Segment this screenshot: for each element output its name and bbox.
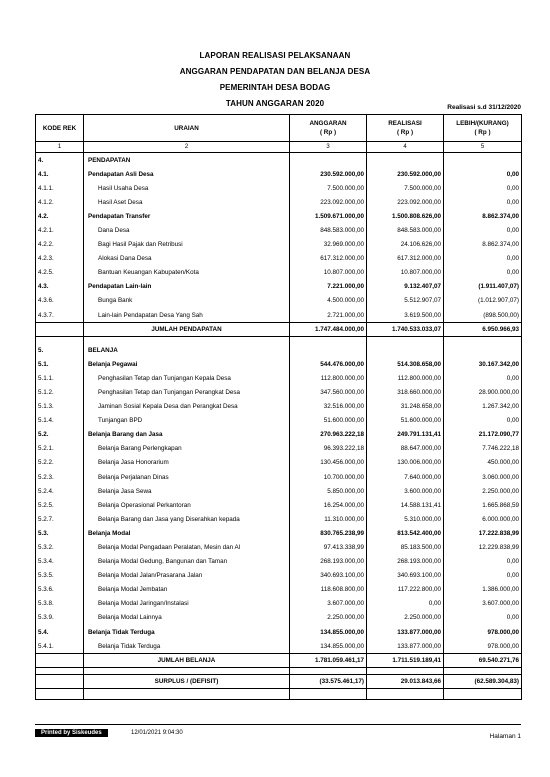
row-lebih-kurang: 0,00 <box>444 371 522 385</box>
row-description: Belanja Barang Perlengkapan <box>84 442 290 456</box>
row-lebih-kurang: 30.167.342,00 <box>444 357 522 371</box>
row-lebih-kurang: 450.000,00 <box>444 456 522 470</box>
row-realisasi: 848.583.000,00 <box>367 223 444 237</box>
row-description: Belanja Jasa Sewa <box>84 484 290 498</box>
row-anggaran: 7.221.000,00 <box>290 280 367 294</box>
table-row <box>36 153 522 168</box>
row-anggaran <box>290 343 367 357</box>
row-anggaran: 134.855.000,00 <box>290 639 367 654</box>
row-lebih-kurang: 0,00 <box>444 611 522 625</box>
row-realisasi: 1.711.519.189,41 <box>367 654 444 668</box>
report-title-3: PEMERINTAH DESA BODAG <box>219 83 331 92</box>
row-description: Pendapatan Transfer <box>84 209 290 223</box>
row-description: Bunga Bank <box>84 294 290 308</box>
header-row <box>36 115 522 142</box>
table-row <box>36 167 522 181</box>
row-code: 4. <box>36 153 84 168</box>
row-anggaran: 10.700.000,00 <box>290 470 367 484</box>
row-realisasi: 117.222.800,00 <box>367 583 444 597</box>
row-code: 5.1.1. <box>36 371 84 385</box>
row-realisasi: 318.660.000,00 <box>367 385 444 399</box>
row-code: 5.3.4. <box>36 555 84 569</box>
row-description: Belanja Perjalanan Dinas <box>84 470 290 484</box>
row-realisasi: 3.600.000,00 <box>367 484 444 498</box>
row-description: Belanja Modal Jembatan <box>84 583 290 597</box>
row-description: Belanja Modal Jalan/Prasarana Jalan <box>84 569 290 583</box>
row-description: BELANJA <box>84 343 290 357</box>
row-realisasi: 9.132.407,07 <box>367 280 444 294</box>
row-description: Belanja Barang dan Jasa yang Diserahkan kepada <box>84 512 290 526</box>
total-row <box>36 654 522 668</box>
row-description: Belanja Operasional Perkantoran <box>84 498 290 512</box>
row-code: 4.1.1. <box>36 181 84 195</box>
row-code: 5.1.4. <box>36 414 84 428</box>
row-lebih-kurang <box>444 343 522 357</box>
report-title-4: TAHUN ANGGARAN 2020 <box>225 99 325 108</box>
table-row <box>36 280 522 294</box>
table-row <box>36 223 522 237</box>
row-code <box>36 654 84 668</box>
row-code: 5.2.7. <box>36 512 84 526</box>
table-row <box>36 442 522 456</box>
row-lebih-kurang: (1.911.407,07) <box>444 280 522 294</box>
row-realisasi: 249.791.131,41 <box>367 428 444 442</box>
row-realisasi: 5.512.907,07 <box>367 294 444 308</box>
row-anggaran: 11.310.000,00 <box>290 512 367 526</box>
row-realisasi: 112.800.000,00 <box>367 371 444 385</box>
row-lebih-kurang: 1.665.868,59 <box>444 498 522 512</box>
row-realisasi: 29.013.843,66 <box>367 675 444 689</box>
row-realisasi: 223.092.000,00 <box>367 195 444 209</box>
row-lebih-kurang: 978.000,00 <box>444 639 522 654</box>
row-description: SURPLUS / (DEFISIT) <box>84 675 290 689</box>
row-anggaran: 230.592.000,00 <box>290 167 367 181</box>
row-lebih-kurang: 6.000.000,00 <box>444 512 522 526</box>
row-realisasi: 31.248.658,00 <box>367 400 444 414</box>
row-description: JUMLAH BELANJA <box>84 654 290 668</box>
row-lebih-kurang: 0,00 <box>444 181 522 195</box>
row-code: 4.3. <box>36 280 84 294</box>
row-code: 5.2. <box>36 428 84 442</box>
row-lebih-kurang: 0,00 <box>444 167 522 181</box>
row-realisasi: 133.877.000,00 <box>367 639 444 654</box>
row-code: 5.2.2. <box>36 456 84 470</box>
row-code: 5.3.2. <box>36 540 84 554</box>
row-anggaran: 848.583.000,00 <box>290 223 367 237</box>
row-anggaran: 1.747.484.000,00 <box>290 323 367 337</box>
row-realisasi: 2.250.000,00 <box>367 611 444 625</box>
row-code: 5. <box>36 343 84 357</box>
row-lebih-kurang: 3.607.000,00 <box>444 597 522 611</box>
row-realisasi: 813.542.400,00 <box>367 526 444 540</box>
row-anggaran: 118.608.800,00 <box>290 583 367 597</box>
row-realisasi: 130.006.000,00 <box>367 456 444 470</box>
row-anggaran: 617.312.000,00 <box>290 252 367 266</box>
row-realisasi: 7.500.000,00 <box>367 181 444 195</box>
col-number-4: 4 <box>367 142 444 153</box>
row-lebih-kurang: 3.060.000,00 <box>444 470 522 484</box>
row-description: Belanja Tidak Terduga <box>84 625 290 639</box>
row-anggaran: 32.969.000,00 <box>290 238 367 252</box>
row-anggaran: 32.516.000,00 <box>290 400 367 414</box>
row-lebih-kurang: 0,00 <box>444 555 522 569</box>
row-description: Jaminan Sosial Kepala Desa dan Perangkat Desa <box>84 400 290 414</box>
col-realisasi: REALISASI ( Rp ) <box>367 115 444 142</box>
row-description: Belanja Jasa Honorarium <box>84 456 290 470</box>
row-description: PENDAPATAN <box>84 153 290 168</box>
row-anggaran: 1.781.059.461,17 <box>290 654 367 668</box>
table-row <box>36 252 522 266</box>
row-code: 4.1.2. <box>36 195 84 209</box>
row-lebih-kurang: 0,00 <box>444 414 522 428</box>
total-row <box>36 675 522 689</box>
column-number-row <box>36 142 522 153</box>
row-code: 5.2.1. <box>36 442 84 456</box>
row-description: Pendapatan Lain-lain <box>84 280 290 294</box>
row-code: 5.4. <box>36 625 84 639</box>
row-anggaran: 134.855.000,00 <box>290 625 367 639</box>
row-anggaran: 51.600.000,00 <box>290 414 367 428</box>
budget-report-table <box>35 114 522 700</box>
row-anggaran: 2.250.000,00 <box>290 611 367 625</box>
table-row <box>36 597 522 611</box>
spacer-row <box>36 668 522 675</box>
row-code: 4.3.7. <box>36 308 84 323</box>
row-anggaran: 830.765.238,99 <box>290 526 367 540</box>
row-description: Tunjangan BPD <box>84 414 290 428</box>
report-title-1: LAPORAN REALISASI PELAKSANAAN <box>199 51 351 60</box>
table-row <box>36 470 522 484</box>
table-row <box>36 266 522 280</box>
row-anggaran <box>290 153 367 168</box>
row-code: 5.3.9. <box>36 611 84 625</box>
table-row <box>36 357 522 371</box>
row-description: Pendapatan Asli Desa <box>84 167 290 181</box>
row-description: Alokasi Dana Desa <box>84 252 290 266</box>
row-anggaran: 112.800.000,00 <box>290 371 367 385</box>
row-realisasi: 617.312.000,00 <box>367 252 444 266</box>
table-row <box>36 400 522 414</box>
col-anggaran: ANGGARAN ( Rp ) <box>290 115 367 142</box>
row-description: Penghasilan Tetap dan Tunjangan Perangkat Desa <box>84 385 290 399</box>
row-realisasi: 514.308.658,00 <box>367 357 444 371</box>
table-row <box>36 209 522 223</box>
row-code: 5.1.2. <box>36 385 84 399</box>
print-timestamp: 12/01/2021 9:04:30 <box>131 730 183 736</box>
row-anggaran: 96.393.222,18 <box>290 442 367 456</box>
row-realisasi: 340.693.100,00 <box>367 569 444 583</box>
table-row <box>36 294 522 308</box>
row-anggaran: 347.560.000,00 <box>290 385 367 399</box>
table-row <box>36 238 522 252</box>
table-row <box>36 428 522 442</box>
row-code: 5.2.3. <box>36 470 84 484</box>
table-row <box>36 371 522 385</box>
row-lebih-kurang: 1.267.342,00 <box>444 400 522 414</box>
col-number-3: 3 <box>290 142 367 153</box>
col-number-1: 1 <box>36 142 84 153</box>
row-code: 5.3.5. <box>36 569 84 583</box>
row-lebih-kurang: 12.229.838,99 <box>444 540 522 554</box>
row-anggaran: 340.693.100,00 <box>290 569 367 583</box>
row-lebih-kurang: 0,00 <box>444 252 522 266</box>
row-code: 4.2.5. <box>36 266 84 280</box>
row-lebih-kurang: 7.746.222,18 <box>444 442 522 456</box>
row-anggaran: 97.413.338,99 <box>290 540 367 554</box>
row-lebih-kurang: 1.386.000,00 <box>444 583 522 597</box>
row-code: 4.2. <box>36 209 84 223</box>
row-description: Lain-lain Pendapatan Desa Yang Sah <box>84 308 290 323</box>
table-row <box>36 385 522 399</box>
row-anggaran: 270.963.222,18 <box>290 428 367 442</box>
table-row <box>36 555 522 569</box>
row-lebih-kurang: 0,00 <box>444 223 522 237</box>
col-number-2: 2 <box>84 142 290 153</box>
total-row <box>36 323 522 337</box>
row-anggaran: 3.607.000,00 <box>290 597 367 611</box>
row-realisasi: 1.740.533.033,07 <box>367 323 444 337</box>
row-anggaran: 544.476.000,00 <box>290 357 367 371</box>
row-anggaran: 268.193.000,00 <box>290 555 367 569</box>
row-lebih-kurang: 6.950.966,93 <box>444 323 522 337</box>
page-footer <box>35 724 521 739</box>
row-lebih-kurang: 0,00 <box>444 266 522 280</box>
row-anggaran: 2.721.000,00 <box>290 308 367 323</box>
printed-by-badge: Printed by Siskeudes <box>35 729 108 737</box>
row-code: 5.3. <box>36 526 84 540</box>
row-anggaran: 5.850.000,00 <box>290 484 367 498</box>
row-realisasi: 133.877.000,00 <box>367 625 444 639</box>
row-lebih-kurang <box>444 153 522 168</box>
table-row <box>36 456 522 470</box>
row-realisasi: 3.619.500,00 <box>367 308 444 323</box>
table-row <box>36 639 522 654</box>
row-realisasi: 7.640.000,00 <box>367 470 444 484</box>
row-description: Belanja Modal Lainnya <box>84 611 290 625</box>
table-row <box>36 540 522 554</box>
col-number-5: 5 <box>444 142 522 153</box>
row-lebih-kurang: 21.172.090,77 <box>444 428 522 442</box>
row-anggaran: 130.456.000,00 <box>290 456 367 470</box>
row-lebih-kurang: 17.222.838,99 <box>444 526 522 540</box>
row-code: 5.3.6. <box>36 583 84 597</box>
col-uraian: URAIAN <box>84 115 290 142</box>
row-lebih-kurang: 2.250.000,00 <box>444 484 522 498</box>
row-code: 5.1.3. <box>36 400 84 414</box>
table-row <box>36 414 522 428</box>
table-row <box>36 625 522 639</box>
row-lebih-kurang: 8.862.374,00 <box>444 209 522 223</box>
report-body <box>36 153 522 700</box>
row-code <box>36 323 84 337</box>
table-row <box>36 611 522 625</box>
row-realisasi: 51.600.000,00 <box>367 414 444 428</box>
row-description: Bagi Hasil Pajak dan Retribusi <box>84 238 290 252</box>
row-realisasi <box>367 343 444 357</box>
row-anggaran: 4.500.000,00 <box>290 294 367 308</box>
row-description: Belanja Modal Gedung, Bangunan dan Taman <box>84 555 290 569</box>
report-titles <box>0 48 550 112</box>
row-description: Belanja Pegawai <box>84 357 290 371</box>
row-description: Belanja Modal Jaringan/Instalasi <box>84 597 290 611</box>
row-lebih-kurang: 0,00 <box>444 195 522 209</box>
row-code: 5.3.8. <box>36 597 84 611</box>
row-description: Hasil Usaha Desa <box>84 181 290 195</box>
row-code: 4.1. <box>36 167 84 181</box>
row-description: Belanja Modal <box>84 526 290 540</box>
col-kode-rek: KODE REK <box>36 115 84 142</box>
row-code <box>36 675 84 689</box>
realisasi-date-note: Realisasi s.d 31/12/2020 <box>447 104 521 111</box>
row-realisasi: 85.183.500,00 <box>367 540 444 554</box>
table-row <box>36 583 522 597</box>
table-row <box>36 569 522 583</box>
row-lebih-kurang: 978.000,00 <box>444 625 522 639</box>
table-row <box>36 512 522 526</box>
row-description: Belanja Modal Pengadaan Peralatan, Mesin dan Al <box>84 540 290 554</box>
row-anggaran: 16.254.000,00 <box>290 498 367 512</box>
row-realisasi: 10.807.000,00 <box>367 266 444 280</box>
table-row <box>36 343 522 357</box>
row-realisasi <box>367 153 444 168</box>
row-code: 4.2.2. <box>36 238 84 252</box>
table-row <box>36 308 522 323</box>
row-code: 5.2.4. <box>36 484 84 498</box>
row-lebih-kurang: (898.500,00) <box>444 308 522 323</box>
row-anggaran: 1.509.671.000,00 <box>290 209 367 223</box>
row-description: Belanja Tidak Terduga <box>84 639 290 654</box>
row-anggaran: 7.500.000,00 <box>290 181 367 195</box>
row-lebih-kurang: 8.862.374,00 <box>444 238 522 252</box>
row-code: 4.3.6. <box>36 294 84 308</box>
row-realisasi: 1.500.808.626,00 <box>367 209 444 223</box>
report-title-2: ANGGARAN PENDAPATAN DAN BELANJA DESA <box>179 67 371 76</box>
row-code: 4.2.3. <box>36 252 84 266</box>
row-realisasi: 0,00 <box>367 597 444 611</box>
row-lebih-kurang: 0,00 <box>444 569 522 583</box>
row-realisasi: 24.106.626,00 <box>367 238 444 252</box>
row-anggaran: 10.807.000,00 <box>290 266 367 280</box>
row-realisasi: 268.193.000,00 <box>367 555 444 569</box>
row-lebih-kurang: (62.589.304,83) <box>444 675 522 689</box>
row-description: Hasil Aset Desa <box>84 195 290 209</box>
table-row <box>36 498 522 512</box>
table-row <box>36 526 522 540</box>
row-realisasi: 14.588.131,41 <box>367 498 444 512</box>
row-realisasi: 5.310.000,00 <box>367 512 444 526</box>
row-anggaran: 223.092.000,00 <box>290 195 367 209</box>
row-description: Bantuan Keuangan Kabupaten/Kota <box>84 266 290 280</box>
page-number: Halaman 1 <box>489 733 521 740</box>
row-realisasi: 230.592.000,00 <box>367 167 444 181</box>
row-lebih-kurang: 69.540.271,76 <box>444 654 522 668</box>
table-row <box>36 181 522 195</box>
row-code: 5.2.5. <box>36 498 84 512</box>
row-lebih-kurang: (1.012.907,07) <box>444 294 522 308</box>
row-realisasi: 88.647.000,00 <box>367 442 444 456</box>
table-row <box>36 195 522 209</box>
row-description: Penghasilan Tetap dan Tunjangan Kepala Desa <box>84 371 290 385</box>
row-description: JUMLAH PENDAPATAN <box>84 323 290 337</box>
col-lebih-kurang: LEBIH/(KURANG) ( Rp ) <box>444 115 522 142</box>
row-description: Dana Desa <box>84 223 290 237</box>
table-row <box>36 484 522 498</box>
row-lebih-kurang: 28.900.000,00 <box>444 385 522 399</box>
row-anggaran: (33.575.461,17) <box>290 675 367 689</box>
row-code: 4.2.1. <box>36 223 84 237</box>
row-code: 5.1. <box>36 357 84 371</box>
row-code: 5.4.1. <box>36 639 84 654</box>
row-description: Belanja Barang dan Jasa <box>84 428 290 442</box>
table-end-row <box>36 689 522 700</box>
